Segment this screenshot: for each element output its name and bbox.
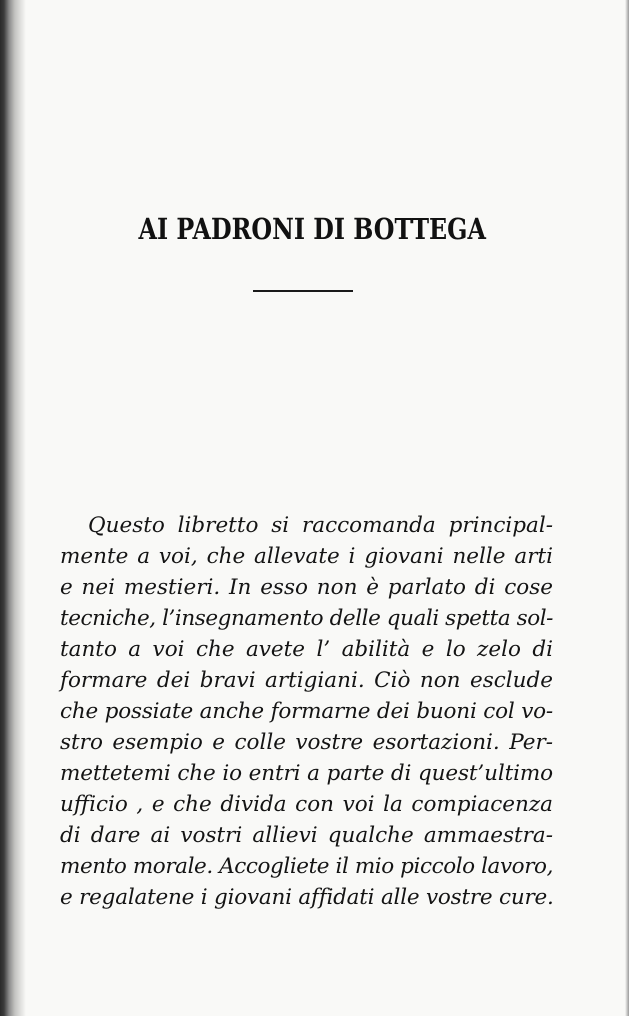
body-paragraph — [60, 510, 553, 913]
body-line: tecniche, l’insegnamento delle quali spetta sol- — [60, 606, 553, 631]
page-title: AI PADRONI DI BOTTEGA — [138, 212, 486, 246]
body-line: mente a voi, che allevate i giovani nelle arti — [60, 544, 553, 569]
body-line: di dare ai vostri allievi qualche ammaestra- — [60, 823, 553, 848]
title-divider — [253, 290, 353, 292]
body-line: formare dei bravi artigiani. Ciò non esclude — [60, 668, 553, 693]
body-line: che possiate anche formarne dei buoni col vo- — [60, 699, 553, 724]
body-line: stro esempio e colle vostre esortazioni. Per- — [60, 730, 553, 755]
page-edge-shadow — [625, 0, 629, 1016]
page-binding-shadow — [0, 0, 26, 1016]
body-line: e regalatene i giovani affidati alle vostre cure. — [60, 885, 554, 910]
body-line: ufficio , e che divida con voi la compiacenza — [60, 792, 553, 817]
body-line: mettetemi che io entri a parte di quest’ultimo — [60, 761, 553, 786]
body-line: mento morale. Accogliete il mio piccolo lavoro, — [60, 854, 553, 879]
body-line: Questo libretto si raccomanda principal- — [88, 513, 553, 538]
body-line: tanto a voi che avete l’ abilità e lo zelo di — [60, 637, 553, 662]
body-line: e nei mestieri. In esso non è parlato di cose — [60, 575, 553, 600]
